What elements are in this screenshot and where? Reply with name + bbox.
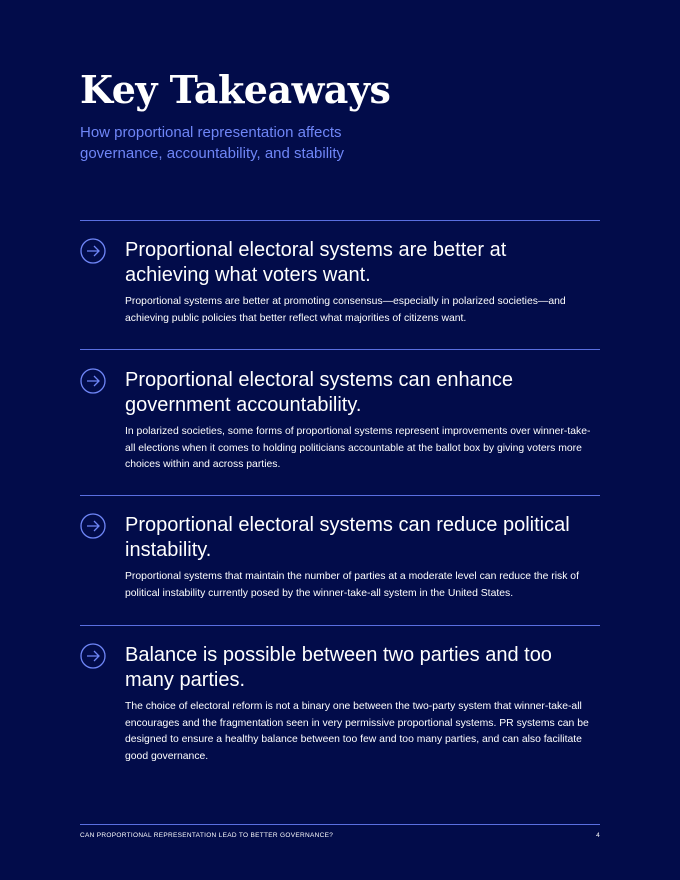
takeaway-heading: Proportional electoral systems can reduce political instability.: [125, 514, 570, 561]
page-subtitle: How proportional representation affects governance, accountability, and stability: [80, 124, 345, 162]
takeaway-body: In polarized societies, some forms of proportional systems represent improvements over winner-take-all elections when it comes to holding politicians accountable at the ballot box by giving voters more choices within and across parties.: [125, 426, 591, 470]
arrow-circle-icon: [80, 368, 106, 394]
divider: [80, 625, 600, 626]
page-number: 4: [596, 832, 600, 839]
divider: [80, 495, 600, 496]
divider: [80, 220, 600, 221]
takeaway-body: Proportional systems that maintain the number of parties at a moderate level can reduce the risk of political instability currently posed by the winner-take-all system in the United States.: [125, 571, 579, 599]
takeaway-body: The choice of electoral reform is not a binary one between the two-party system that winner-take-all encourages and the fragmentation seen in very permissive proportional systems. PR systems can be designed to ensure a healthy balance between too few and too many parties, and can also facilitate good governance.: [125, 701, 589, 762]
takeaway-body: Proportional systems are better at promoting consensus—especially in polarized societies—and achieving public policies that better reflect what majorities of citizens want.: [125, 296, 566, 324]
divider: [80, 349, 600, 350]
page-footer: [80, 832, 600, 839]
arrow-circle-icon: [80, 643, 106, 669]
takeaway-heading: Proportional electoral systems can enhance government accountability.: [125, 369, 513, 416]
takeaway-heading: Balance is possible between two parties and too many parties.: [125, 644, 552, 691]
page-title: Key Takeaways: [80, 67, 391, 112]
footer-divider: [80, 824, 600, 825]
running-title: CAN PROPORTIONAL REPRESENTATION LEAD TO BETTER GOVERNANCE?: [80, 832, 334, 839]
takeaway-heading: Proportional electoral systems are better at achieving what voters want.: [125, 239, 507, 286]
arrow-circle-icon: [80, 238, 106, 264]
arrow-circle-icon: [80, 513, 106, 539]
